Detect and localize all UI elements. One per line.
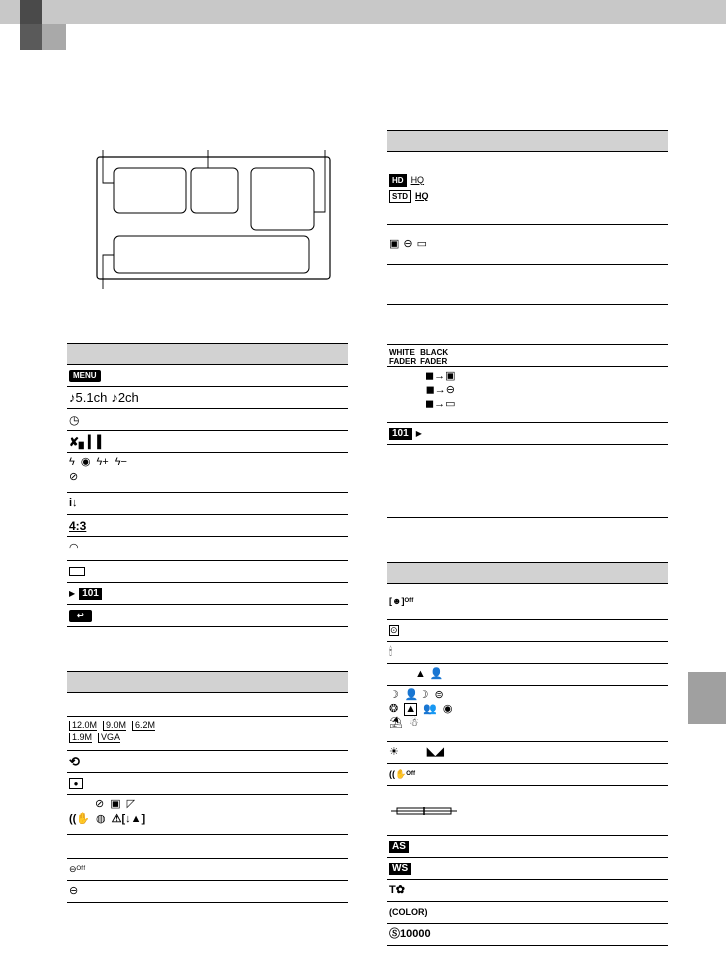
flash-off-icon: ⊘	[69, 471, 79, 483]
landscape-box-icon: ▲	[405, 703, 417, 715]
snow-icon: ☃	[408, 717, 419, 729]
table-row	[67, 717, 348, 751]
image-size-12m-icon: 12.0M	[69, 721, 97, 731]
header-tab-shade	[42, 24, 66, 50]
table-row	[387, 620, 668, 642]
table-row	[387, 445, 668, 518]
table-header	[387, 562, 668, 584]
table-row	[387, 786, 668, 836]
memory-warning-icon: ▣	[110, 798, 121, 810]
hdd-icon: ⊖	[69, 885, 79, 897]
table-row	[387, 664, 668, 686]
color-icon: ( COLOR )	[389, 907, 428, 917]
twilight-portrait-icon: 👤☽	[404, 689, 429, 701]
table-row	[387, 642, 668, 664]
table-row	[67, 605, 348, 627]
white-balance-icon: ◣◢	[426, 746, 444, 758]
table-row	[67, 561, 348, 583]
screen-area-upper-center	[191, 168, 238, 213]
image-size-6m-icon: 6.2M	[132, 721, 155, 731]
screen-area-bottom	[114, 236, 309, 273]
section-index-tab	[688, 672, 726, 724]
portrait-person-icon: 👥	[423, 703, 437, 715]
table-header	[67, 343, 348, 365]
repeat-icon: ⟲	[69, 754, 80, 769]
table-row	[387, 305, 668, 345]
table-row	[67, 835, 348, 859]
off-timer-icon: ⊖ᴼᶠᶠ	[69, 864, 86, 874]
table-header	[67, 671, 348, 693]
return-icon: ↩	[69, 610, 92, 622]
screen-area-upper-right	[251, 168, 314, 230]
header-tab-marker	[20, 0, 42, 26]
table-row	[387, 836, 668, 858]
table-row	[67, 859, 348, 881]
std-icon: STD	[389, 190, 411, 203]
table-row	[387, 265, 668, 305]
audio-51ch-icon: ♪5.1ch	[69, 390, 108, 405]
candle-icon: 🕯	[389, 646, 393, 658]
hdd-warning-icon: ⊘	[95, 798, 105, 810]
flash-icon: ϟ	[69, 456, 75, 468]
wide-select-icon: WS	[389, 863, 411, 875]
tele-macro-icon: T✿	[389, 884, 405, 896]
play-arrow-icon: ▶	[415, 428, 422, 438]
beach-icon: ⛱	[389, 717, 403, 729]
warning-icon: ⚠[↓▲]	[111, 813, 146, 825]
battery-icon	[69, 567, 85, 576]
image-size-9m-icon: 9.0M	[103, 721, 126, 731]
flash-minus-icon: ϟ−	[114, 456, 127, 468]
steadyshot-off-icon: ((✋ᴼᶠᶠ	[389, 769, 416, 779]
twilight-icon: ☽	[389, 689, 399, 701]
table-row	[387, 423, 668, 445]
image-size-1m-icon: 1.9M	[69, 733, 92, 743]
left-table-1	[67, 343, 348, 627]
hd-icon: HD	[389, 174, 407, 187]
header-tab-marker-lower	[20, 24, 42, 50]
portrait-icon: 👤	[429, 668, 444, 680]
table-row	[387, 858, 668, 880]
right-table-1	[387, 130, 668, 518]
aspect-ratio-icon: 4:3	[69, 518, 87, 533]
sunrise-icon: ⊜	[434, 689, 444, 701]
self-timer-icon: ◷	[69, 412, 80, 427]
table-row	[67, 881, 348, 903]
hq-icon: HQ	[410, 174, 425, 185]
copy-to-hdd-icon: ◼→⊖	[425, 384, 455, 396]
table-row	[67, 493, 348, 515]
shutter-speed-icon: Ⓢ 10000	[389, 928, 431, 940]
card-icon: ▭	[416, 238, 428, 250]
table-row	[387, 225, 668, 265]
std-hq-icon: HQ	[415, 190, 429, 201]
gps-signal-icon: ✘▖▎▍	[69, 434, 107, 449]
screen-outline	[97, 157, 330, 279]
table-row	[67, 431, 348, 453]
spot-focus-icon: ⊙	[390, 625, 398, 635]
left-table-2	[67, 671, 348, 903]
camera-shake-icon: ((✋	[69, 813, 91, 825]
table-row	[387, 924, 668, 946]
table-row	[387, 880, 668, 902]
table-row	[67, 365, 348, 387]
portrait-circle-icon: ◉	[442, 703, 453, 715]
page-header-bar	[0, 0, 726, 24]
face-off-icon: [☻]ᴼᶠᶠ	[389, 596, 414, 606]
table-row	[67, 795, 348, 835]
table-row	[387, 152, 668, 225]
table-row	[387, 742, 668, 764]
table-row	[67, 537, 348, 561]
menu-icon: MENU	[69, 370, 101, 382]
table-row	[387, 584, 668, 620]
camera-warning-icon: ◍	[96, 813, 106, 825]
table-row	[387, 367, 668, 423]
table-row	[67, 453, 348, 493]
table-row	[67, 751, 348, 773]
card-warning-icon: ◸	[126, 798, 136, 810]
table-row	[387, 345, 668, 367]
fireworks-icon: ❂	[389, 703, 399, 715]
sun-icon: ☀	[389, 746, 399, 758]
table-row	[67, 773, 348, 795]
table-row	[67, 693, 348, 717]
audio-2ch-icon: ♪2ch	[111, 390, 139, 405]
folder-101-icon: 101	[79, 588, 102, 600]
table-row	[67, 387, 348, 409]
exposure-slider-icon	[389, 805, 459, 817]
table-header	[387, 130, 668, 152]
wireless-icon: ◠	[69, 542, 79, 554]
copy-to-card-icon: ◼→▭	[425, 398, 456, 410]
table-row	[387, 764, 668, 786]
table-row	[67, 409, 348, 431]
screen-area-upper-left	[114, 168, 186, 213]
auto-slow-shutter-icon: AS	[389, 841, 409, 853]
play-arrow-icon: ▶	[69, 588, 76, 598]
table-row	[387, 686, 668, 742]
hdd-icon: ⊖	[403, 238, 413, 250]
fader-labels: WHITE BLACK FADER FADER	[389, 347, 449, 366]
landscape-icon: ▲	[415, 668, 426, 680]
folder-101-icon: 101	[389, 428, 412, 440]
flash-plus-icon: ϟ+	[96, 456, 109, 468]
memory-icon: ▣	[389, 238, 400, 250]
table-row	[67, 515, 348, 537]
auto-tele-macro-icon: i↓	[69, 497, 78, 509]
table-row	[387, 902, 668, 924]
right-table-2	[387, 562, 668, 946]
red-eye-icon: ◉	[80, 456, 91, 468]
copy-to-memory-icon: ◼→▣	[425, 370, 456, 382]
table-row	[67, 583, 348, 605]
image-size-vga-icon: VGA	[98, 733, 120, 743]
preview-icon: ●	[69, 778, 83, 789]
